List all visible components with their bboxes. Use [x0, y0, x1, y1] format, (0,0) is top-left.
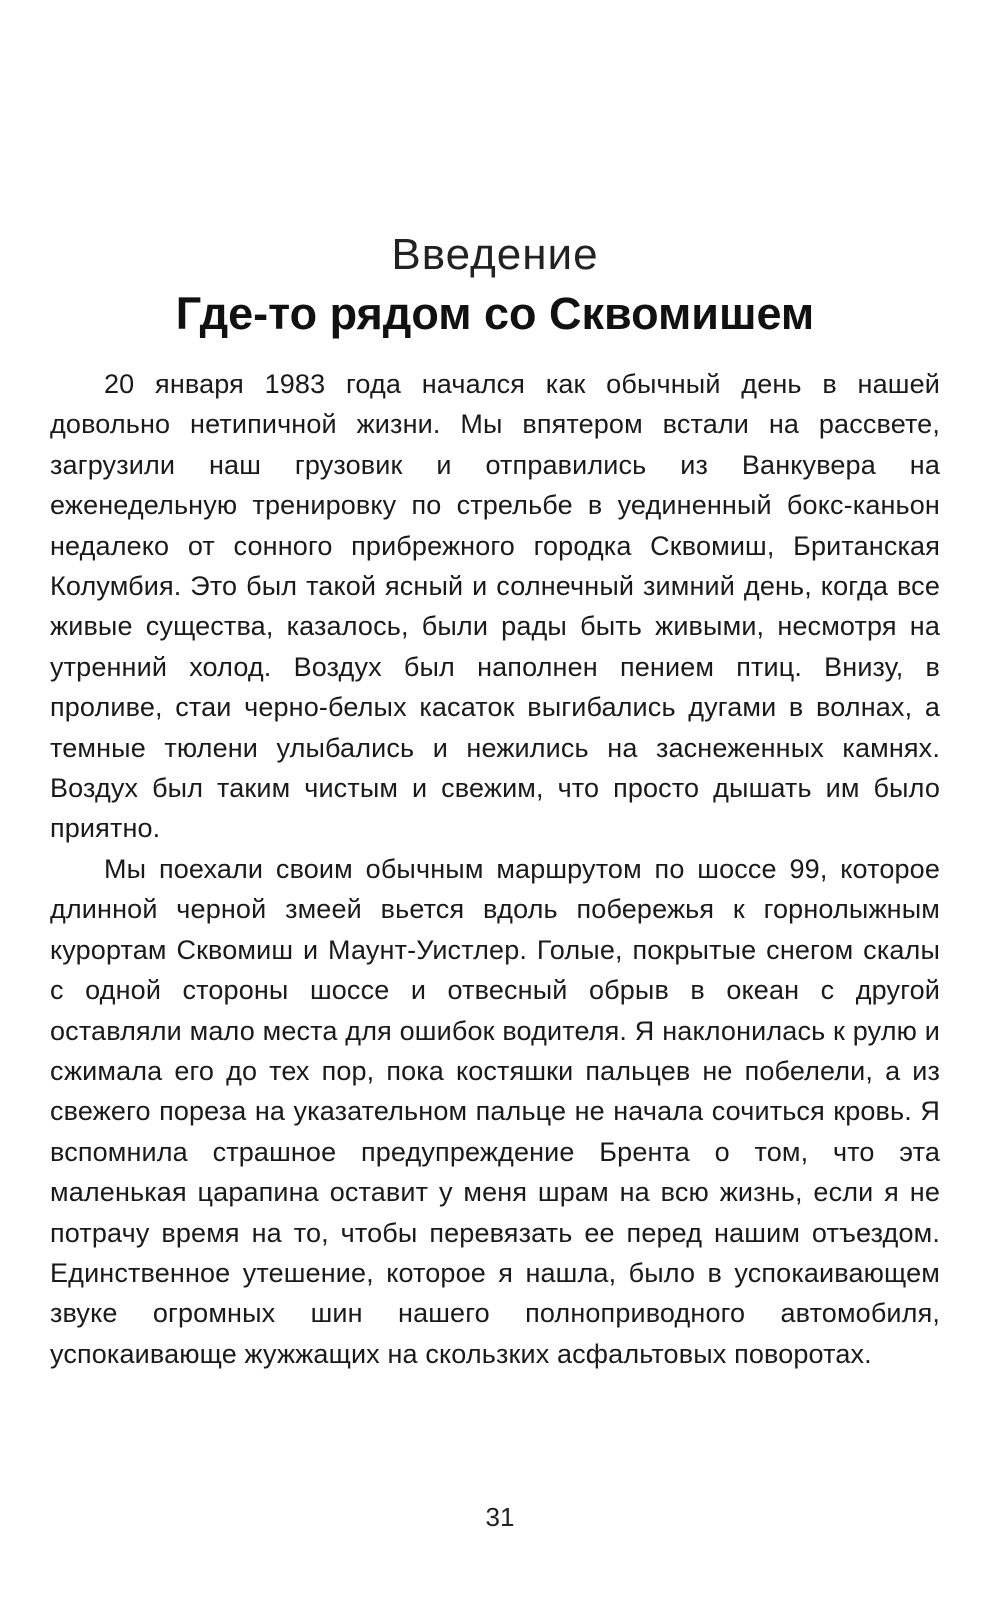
page-header	[50, 220, 940, 1369]
page-number: 31	[485, 1502, 515, 1532]
paragraph: 20 января 1983 года начался как обычный день в нашей довольно нетипичной жизни. Мы впятером встали на рассвете, загрузили наш грузовик и отправились из Ванкувера на еженедельную тренировку по стрельбе в уединенный бокс-каньон недалеко от сонного прибрежного городка Сквомиш, Британская Колумбия. Это был такой ясный и солнечный зимний день, когда все живые существа, казалось, были рады быть живыми, несмотря на утренний холод. Воздух был наполнен пением птиц. Внизу, в проливе, стаи черно-белых касаток выгибались дугами в волнах, а темные тюлени улыбались и нежились на заснеженных камнях. Воздух был таким чистым и свежим, что просто дышать им было приятно.	[50, 369, 940, 844]
chapter-title: Где-то рядом со Сквомишем	[175, 288, 815, 339]
chapter-label: Введение	[391, 230, 599, 279]
body-text	[50, 364, 940, 1374]
paragraph: Мы поехали своим обычным маршрутом по шоссе 99, которое длинной черной змеей вьется вдоль побережья к горнолыжным курортам Сквомиш и Маунт-Уистлер. Голые, покрытые снегом скалы с одной стороны шоссе и отвесный обрыв в океан с другой оставляли мало места для ошибок водителя. Я наклонилась к рулю и сжимала его до тех пор, пока костяшки пальцев не побелели, а из свежего пореза на указательном пальце не начала сочиться кровь. Я вспомнила страшное предупреждение Брента о том, что эта маленькая царапина оставит у меня шрам на всю жизнь, если я не потрачу время на то, чтобы перевязать ее перед нашим отъездом. Единственное утешение, которое я нашла, было в успокаивающем звуке огромных шин нашего полноприводного автомобиля, успокаивающе жужжащих на скользких асфальтовых поворотах.	[50, 853, 940, 1369]
